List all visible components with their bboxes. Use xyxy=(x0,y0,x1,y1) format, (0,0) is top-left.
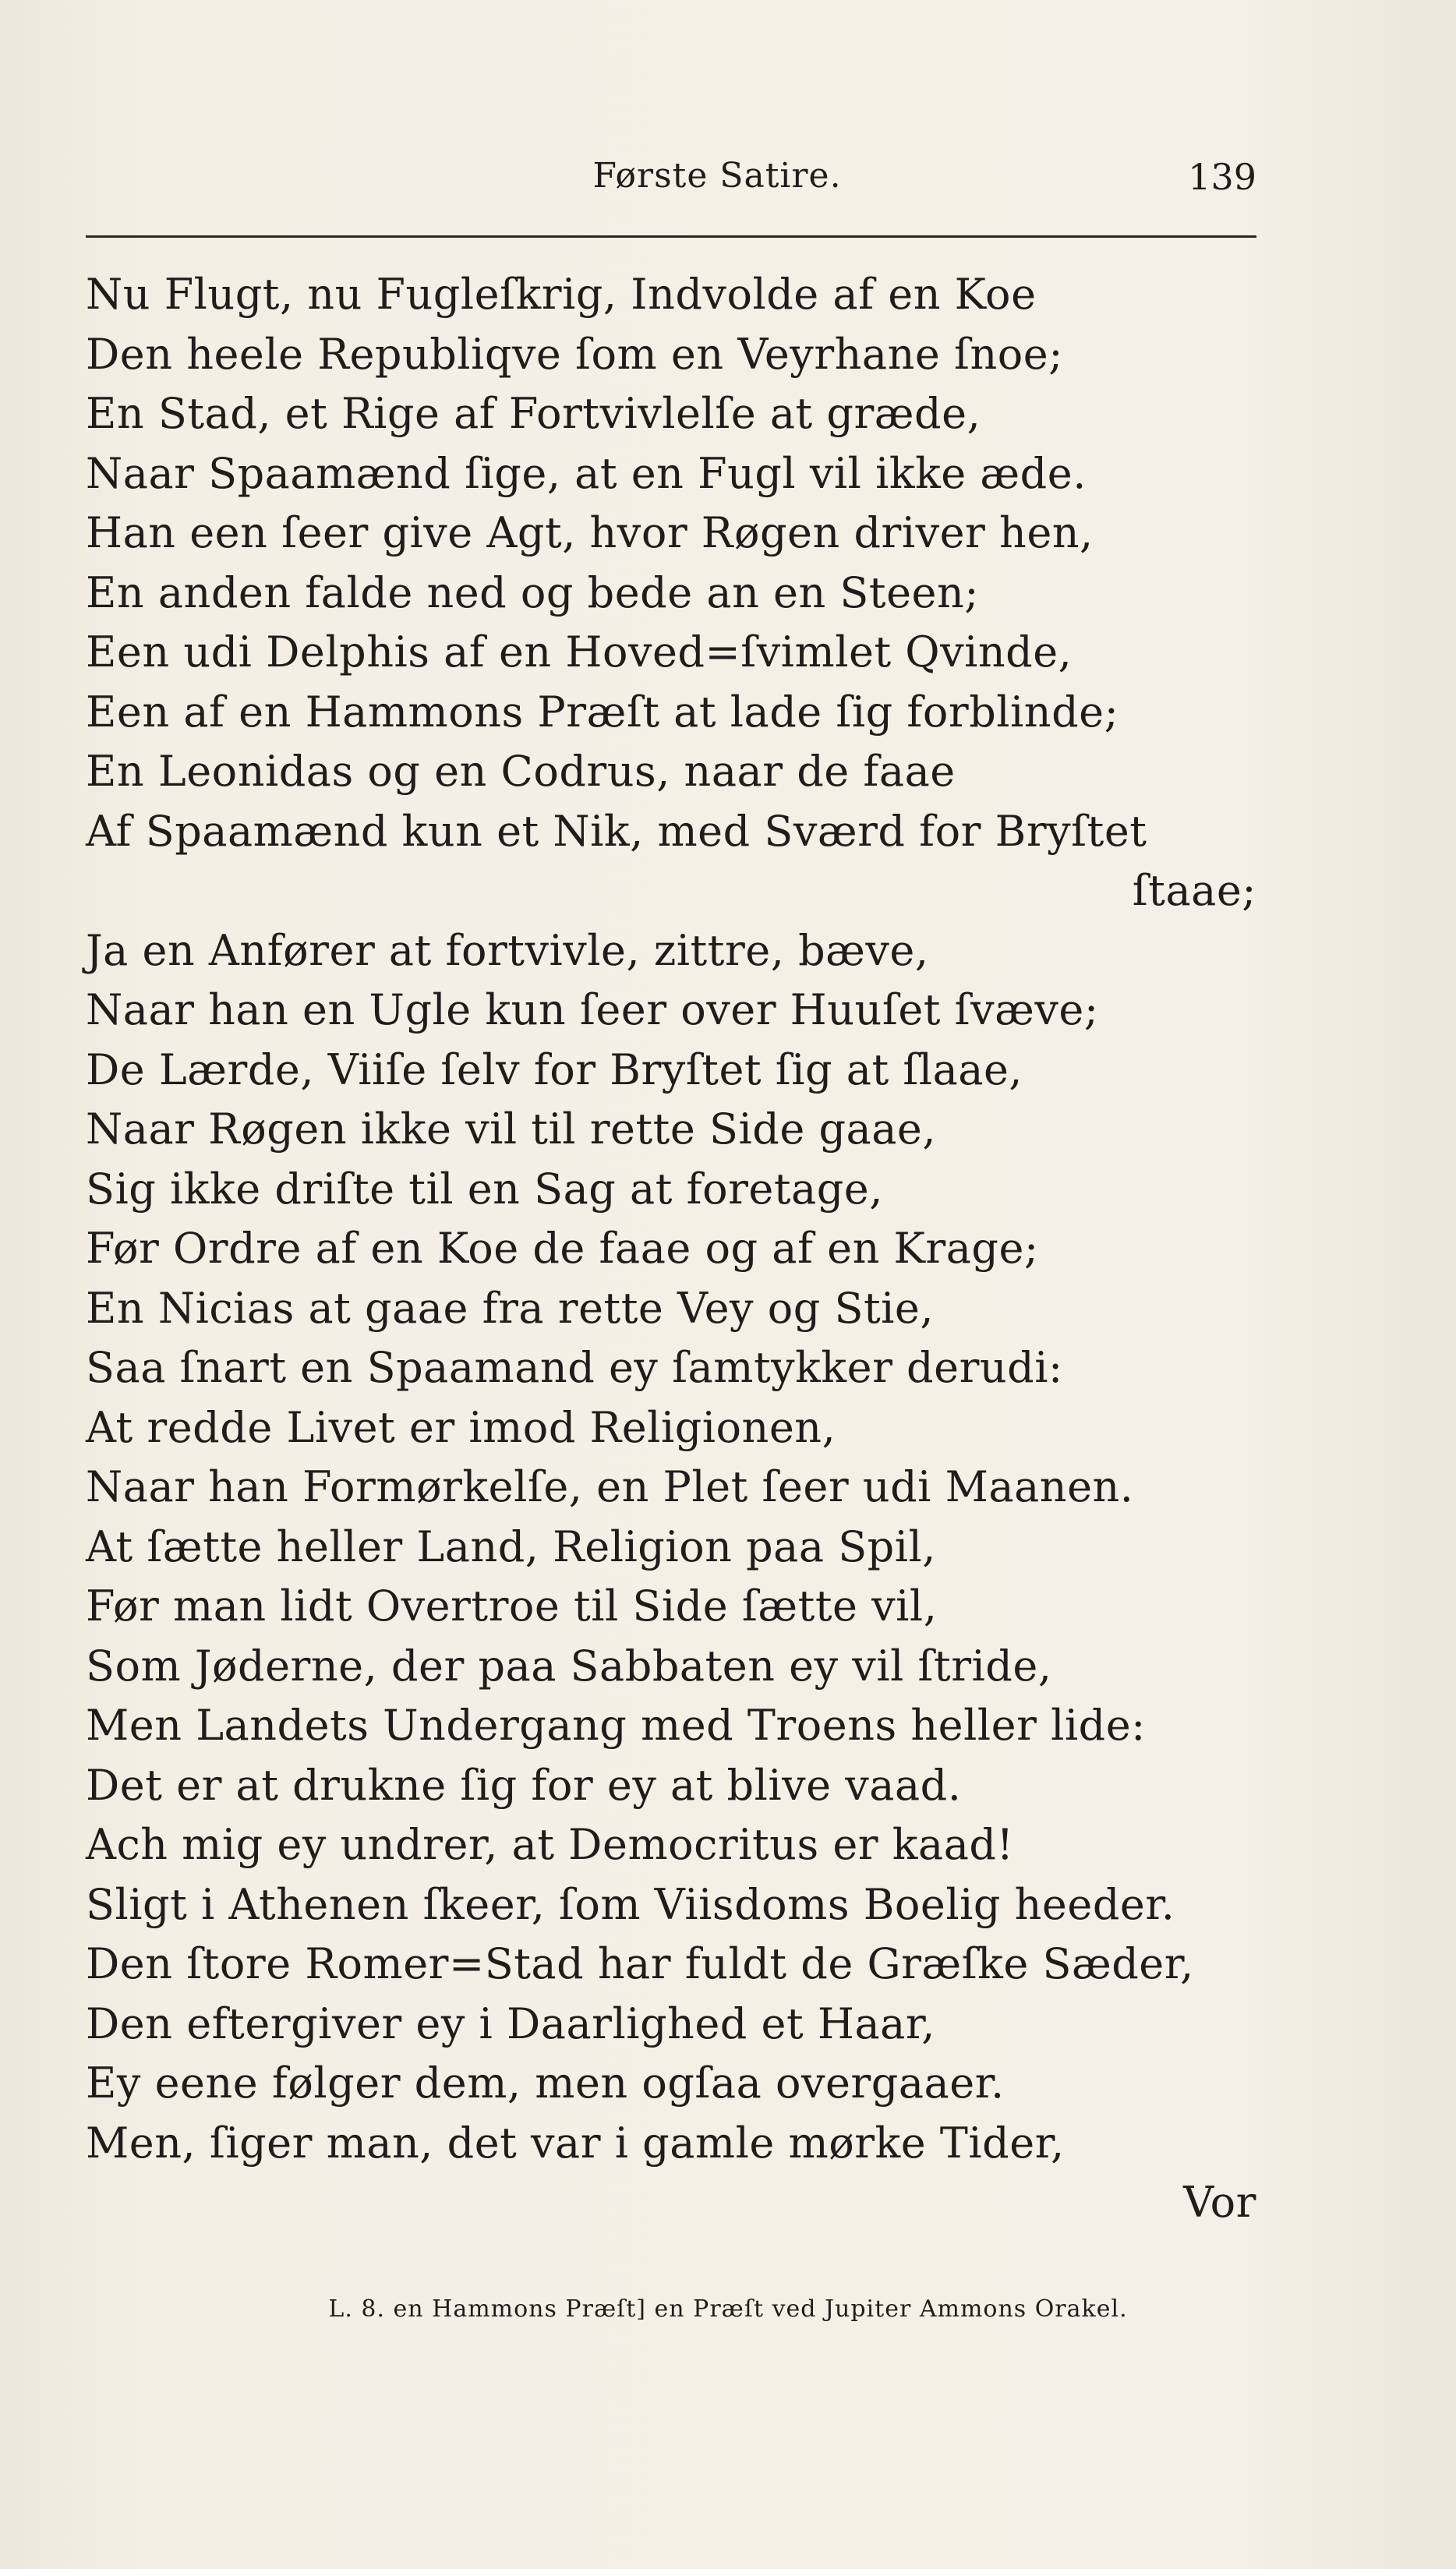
poem-line-continuation: ſtaae; xyxy=(1132,866,1256,915)
page-number: 139 xyxy=(1188,156,1256,198)
poem-line: Naar Røgen ikke vil til rette Side gaae, xyxy=(86,1104,937,1154)
poem-line: Før man lidt Overtroe til Side ſætte vil, xyxy=(86,1581,938,1631)
poem-line: Sig ikke driſte til en Sag at foretage, xyxy=(86,1164,883,1214)
page-header xyxy=(86,156,1256,210)
poem-line: Men Landets Undergang med Troens heller lide: xyxy=(86,1701,1146,1750)
poem-line: Den eftergiver ey i Daarlighed et Haar, xyxy=(86,1998,935,2048)
poem-line: Naar Spaamænd ſige, at en Fugl vil ikke æde. xyxy=(86,448,1087,498)
poem-line: Den heele Republiqve ſom en Veyrhane ſnoe; xyxy=(86,329,1063,379)
poem-line: Saa ſnart en Spaamand ey ſamtykker derudi: xyxy=(86,1343,1063,1392)
poem-line: Men, ſiger man, det var i gamle mørke Tider, xyxy=(86,2118,1065,2168)
poem-line: En anden falde ned og bede an en Steen; xyxy=(86,567,979,617)
running-title: Første Satire. xyxy=(592,156,842,196)
poem-line: Sligt i Athenen ſkeer, ſom Viisdoms Boelig heeder. xyxy=(86,1879,1175,1929)
poem-line: At ſætte heller Land, Religion paa Spil, xyxy=(86,1521,936,1571)
poem-line: Ey eene følger dem, men ogſaa overgaaer. xyxy=(86,2058,1005,2108)
poem-line: Før Ordre af en Koe de faae og af en Krage; xyxy=(86,1224,1039,1273)
footnote: L. 8. en Hammons Præſt] en Præſt ved Jupiter Ammons Orakel. xyxy=(328,2295,1128,2323)
poem-line: En Nicias at gaae fra rette Vey og Stie, xyxy=(86,1283,935,1333)
poem-text xyxy=(86,265,1256,2233)
poem-line: En Leonidas og en Codrus, naar de faae xyxy=(86,747,956,796)
poem-line: En Stad, et Rige af Fortvivlelſe at græde, xyxy=(86,389,981,438)
poem-line: Det er at drukne ſig for ey at blive vaad. xyxy=(86,1760,962,1810)
poem-line: Naar han en Ugle kun ſeer over Huuſet ſvæve; xyxy=(86,985,1099,1034)
poem-line: Den ſtore Romer=Stad har fuldt de Græſke Sæder, xyxy=(86,1939,1194,1988)
poem-line: At redde Livet er imod Religionen, xyxy=(86,1402,836,1452)
poem-line: Ja en Anfører at fortvivle, zittre, bæve, xyxy=(86,925,929,975)
poem-line: Af Spaamænd kun et Nik, med Sværd for Bryſtet xyxy=(86,806,1147,856)
poem-line: Han een ſeer give Agt, hvor Røgen driver hen, xyxy=(86,508,1094,557)
poem-line: Som Jøderne, der paa Sabbaten ey vil ſtride, xyxy=(86,1641,1052,1691)
poem-line: Ach mig ey undrer, at Democritus er kaad! xyxy=(86,1820,1014,1869)
poem-line: Een af en Hammons Præſt at lade ſig forblinde; xyxy=(86,687,1119,737)
header-rule xyxy=(86,235,1256,238)
poem-line: Een udi Delphis af en Hoved=ſvimlet Qvinde, xyxy=(86,627,1073,677)
poem-line: Naar han Formørkelſe, en Plet ſeer udi Maanen. xyxy=(86,1462,1134,1511)
poem-line: Nu Flugt, nu Fugleſkrig, Indvolde af en Koe xyxy=(86,270,1037,319)
catchword: Vor xyxy=(1183,2178,1256,2227)
poem-line: De Lærde, Viiſe ſelv for Bryſtet ſig at ſlaae, xyxy=(86,1044,1023,1094)
